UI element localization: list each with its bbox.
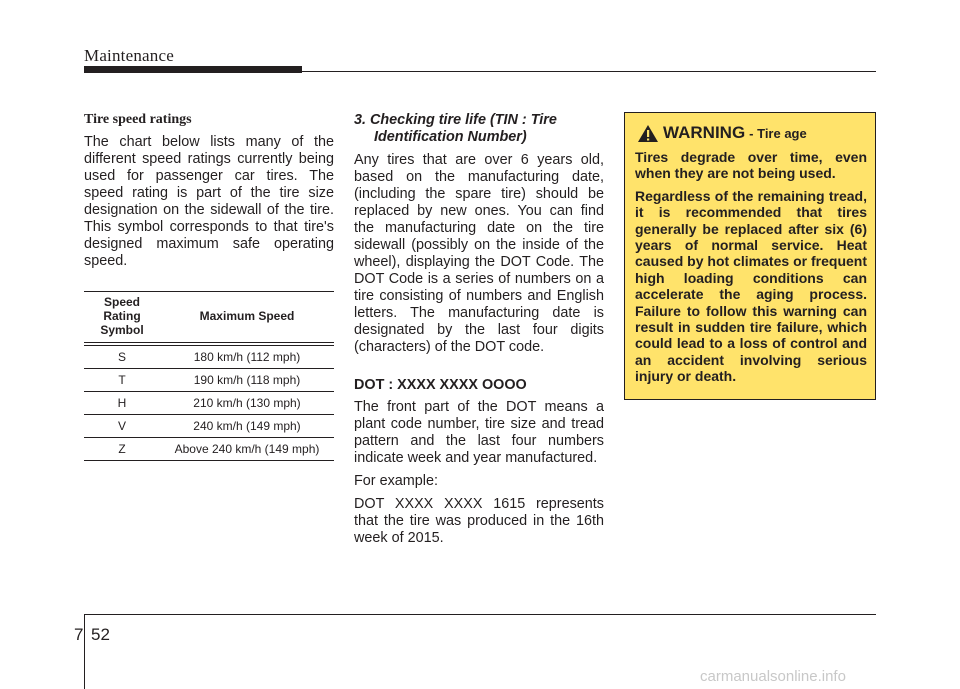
warning-label: WARNING — [663, 123, 746, 142]
table-row — [84, 415, 334, 438]
tire-life-heading-line1: 3. Checking tire life (TIN : Tire — [354, 112, 557, 128]
table-cell-speed: 180 km/h (112 mph) — [160, 346, 334, 369]
table-row — [84, 438, 334, 461]
table-cell-symbol: V — [84, 415, 160, 438]
footer-rule — [84, 614, 876, 615]
column-speed-ratings — [84, 112, 334, 461]
section-title: Maintenance — [84, 46, 174, 65]
table-header-row — [84, 292, 334, 343]
table-cell-symbol: T — [84, 369, 160, 392]
speed-ratings-heading: Tire speed ratings — [84, 112, 192, 127]
table-cell-symbol: Z — [84, 438, 160, 461]
warning-title-row — [635, 123, 867, 143]
table-row — [84, 392, 334, 415]
tire-life-heading — [354, 112, 604, 146]
example-label: For example: — [354, 473, 438, 489]
table-cell-symbol: S — [84, 346, 160, 369]
tire-life-paragraph: Any tires that are over 6 years old, based on the manufacturing date, (including the spare tire) should be replaced by new ones. You can find the manufacturing date on the tire sidewall (possibly on the inside of the wheel), displaying the DOT Code. The DOT Code is a series of numbers on a tire consisting of numbers and English letters. The manufacturing date is designated by the last four digits (characters) of the DOT code. — [354, 152, 604, 355]
header-rule — [302, 71, 876, 72]
tire-life-heading-line2: Identification Number) — [374, 129, 527, 145]
table-row — [84, 369, 334, 392]
table-cell-speed: 210 km/h (130 mph) — [160, 392, 334, 415]
speed-ratings-intro: The chart below lists many of the different speed ratings currently being used for passenger car tires. The speed rating is part of the tire size designation on the sidewall of the tire. This symbol corresponds to that tire's designed maximum safe operating speed. — [84, 134, 334, 269]
footer-divider — [84, 614, 85, 689]
column-tire-life — [354, 112, 604, 553]
table-cell-speed: 190 km/h (118 mph) — [160, 369, 334, 392]
warning-triangle-icon — [637, 124, 659, 143]
watermark: carmanualsonline.info — [700, 668, 846, 685]
table-cell-symbol: H — [84, 392, 160, 415]
header-bar — [84, 66, 302, 73]
table-row — [84, 346, 334, 369]
column-warning — [624, 112, 876, 400]
page-number: 52 — [91, 625, 110, 644]
chapter-number: 7 — [74, 625, 84, 644]
warning-text-degrade: Tires degrade over time, even when they are not being used. — [635, 149, 867, 182]
warning-box — [624, 112, 876, 400]
dot-code-explanation: The front part of the DOT means a plant code number, tire size and tread pattern and the last four numbers indicate week and year manufactured. — [354, 399, 604, 466]
speed-rating-table — [84, 291, 334, 461]
dot-code-heading: DOT : XXXX XXXX OOOO — [354, 377, 527, 393]
table-cell-speed: 240 km/h (149 mph) — [160, 415, 334, 438]
table-header-speed: Maximum Speed — [160, 292, 334, 343]
example-text: DOT XXXX XXXX 1615 represents that the tire was produced in the 16th week of 2015. — [354, 496, 604, 546]
table-header-symbol: Speed Rating Symbol — [84, 292, 160, 343]
warning-subtitle: - Tire age — [749, 125, 807, 141]
table-cell-speed: Above 240 km/h (149 mph) — [160, 438, 334, 461]
warning-text-replace: Regardless of the remaining tread, it is recommended that tires generally be replaced after six (6) years of normal service. Heat caused by hot climates or frequent high loading conditions can accelerate the aging process. Failure to follow this warning can result in sudden tire failure, which could lead to a loss of control and an accident involving serious injury or death. — [635, 187, 867, 385]
